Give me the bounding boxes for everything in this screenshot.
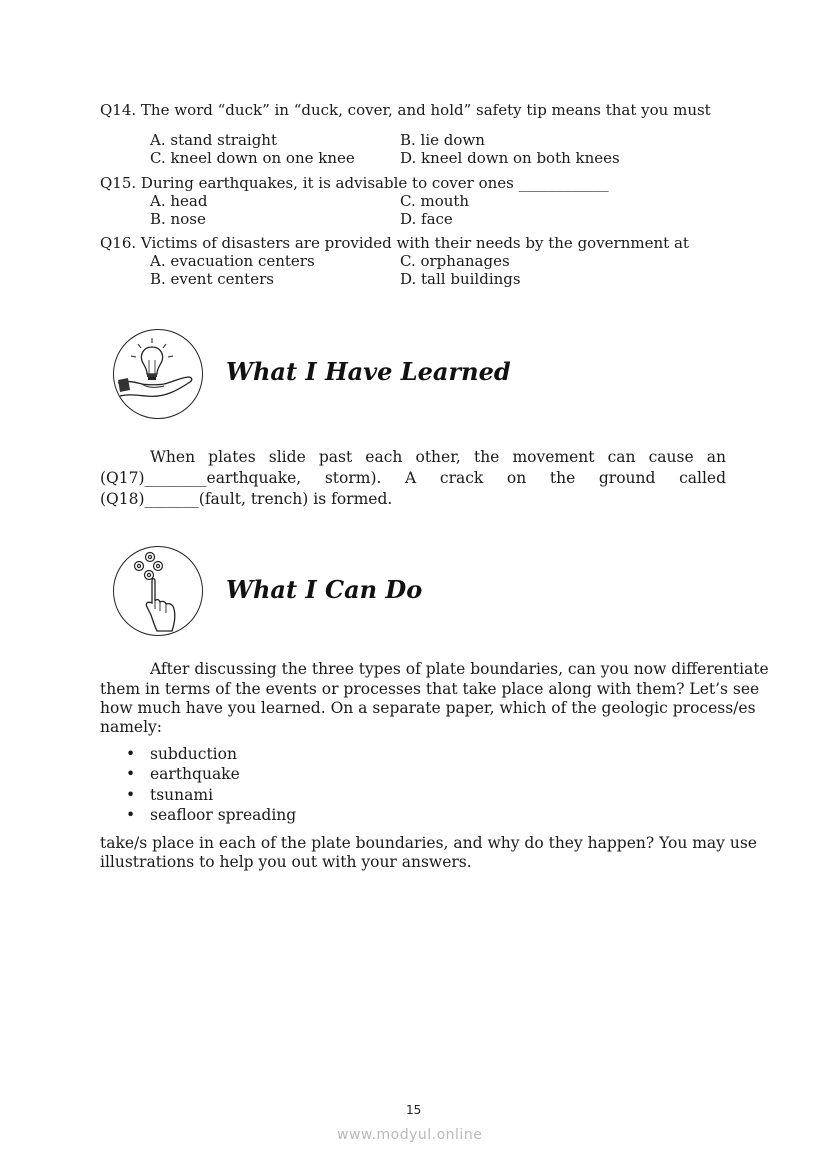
what-i-can-do-heading: What I Can Do	[226, 575, 423, 604]
bullet-dot-icon: •	[126, 786, 136, 804]
q16-option-d: D. tall buildings	[400, 270, 521, 288]
list-item	[126, 745, 237, 763]
learned-line-1	[100, 447, 726, 468]
list-item	[126, 765, 240, 783]
q16-option-c: C. orphanages	[400, 252, 510, 270]
q15-option-b: B. nose	[150, 210, 206, 228]
what-i-have-learned-heading: What I Have Learned	[226, 357, 511, 386]
q14-option-d: D. kneel down on both knees	[400, 149, 620, 167]
q16-option-b: B. event centers	[150, 270, 274, 288]
q16-option-a: A. evacuation centers	[150, 252, 315, 270]
learned-line-1-text: When plates slide past each other, the movement can cause an	[150, 448, 726, 466]
q15-option-d: D. face	[400, 210, 453, 228]
cando-para-line-3: how much have you learned. On a separate paper, which of the geologic process/es	[100, 699, 756, 717]
gears-finger-icon	[113, 546, 203, 636]
q15-option-c: C. mouth	[400, 192, 470, 210]
bullet-tsunami: tsunami	[150, 786, 214, 804]
bullet-subduction: subduction	[150, 745, 237, 763]
cando-closing-line-1: take/s place in each of the plate boundaries, and why do they happen? You may use	[100, 834, 757, 852]
page-number: 15	[406, 1103, 422, 1117]
list-item	[126, 786, 214, 804]
q14-option-a: A. stand straight	[150, 131, 277, 149]
learned-line-2-text: (Q17)________earthquake, storm). A crack on the ground called	[100, 469, 726, 487]
cando-closing-line-2: illustrations to help you out with your answers.	[100, 853, 472, 871]
q14-option-b: B. lie down	[400, 131, 485, 149]
bullet-dot-icon: •	[126, 745, 136, 763]
cando-para-line-2: them in terms of the events or processes that take place along with them? Let’s see	[100, 680, 760, 698]
bullet-seafloor-spreading: seafloor spreading	[150, 806, 297, 824]
lightbulb-hand-icon	[113, 329, 203, 419]
bullet-dot-icon: •	[126, 765, 136, 783]
cando-para-line-4: namely:	[100, 718, 163, 736]
question-16-stem: Q16. Victims of disasters are provided with their needs by the government at	[100, 234, 689, 252]
bullet-earthquake: earthquake	[150, 765, 240, 783]
bullet-dot-icon: •	[126, 806, 136, 824]
q14-option-c: C. kneel down on one knee	[150, 149, 355, 167]
question-14-stem: Q14. The word “duck” in “duck, cover, and hold” safety tip means that you must	[100, 101, 711, 119]
question-15-stem: Q15. During earthquakes, it is advisable to cover ones ____________	[100, 174, 609, 192]
learned-line-2	[100, 468, 726, 489]
learned-line-3: (Q18)_______(fault, trench) is formed.	[100, 490, 393, 508]
cando-para-line-1: After discussing the three types of plate boundaries, can you now differentiate	[150, 660, 769, 678]
list-item	[126, 806, 297, 824]
watermark: www.modyul.online	[337, 1127, 483, 1143]
q15-option-a: A. head	[150, 192, 208, 210]
